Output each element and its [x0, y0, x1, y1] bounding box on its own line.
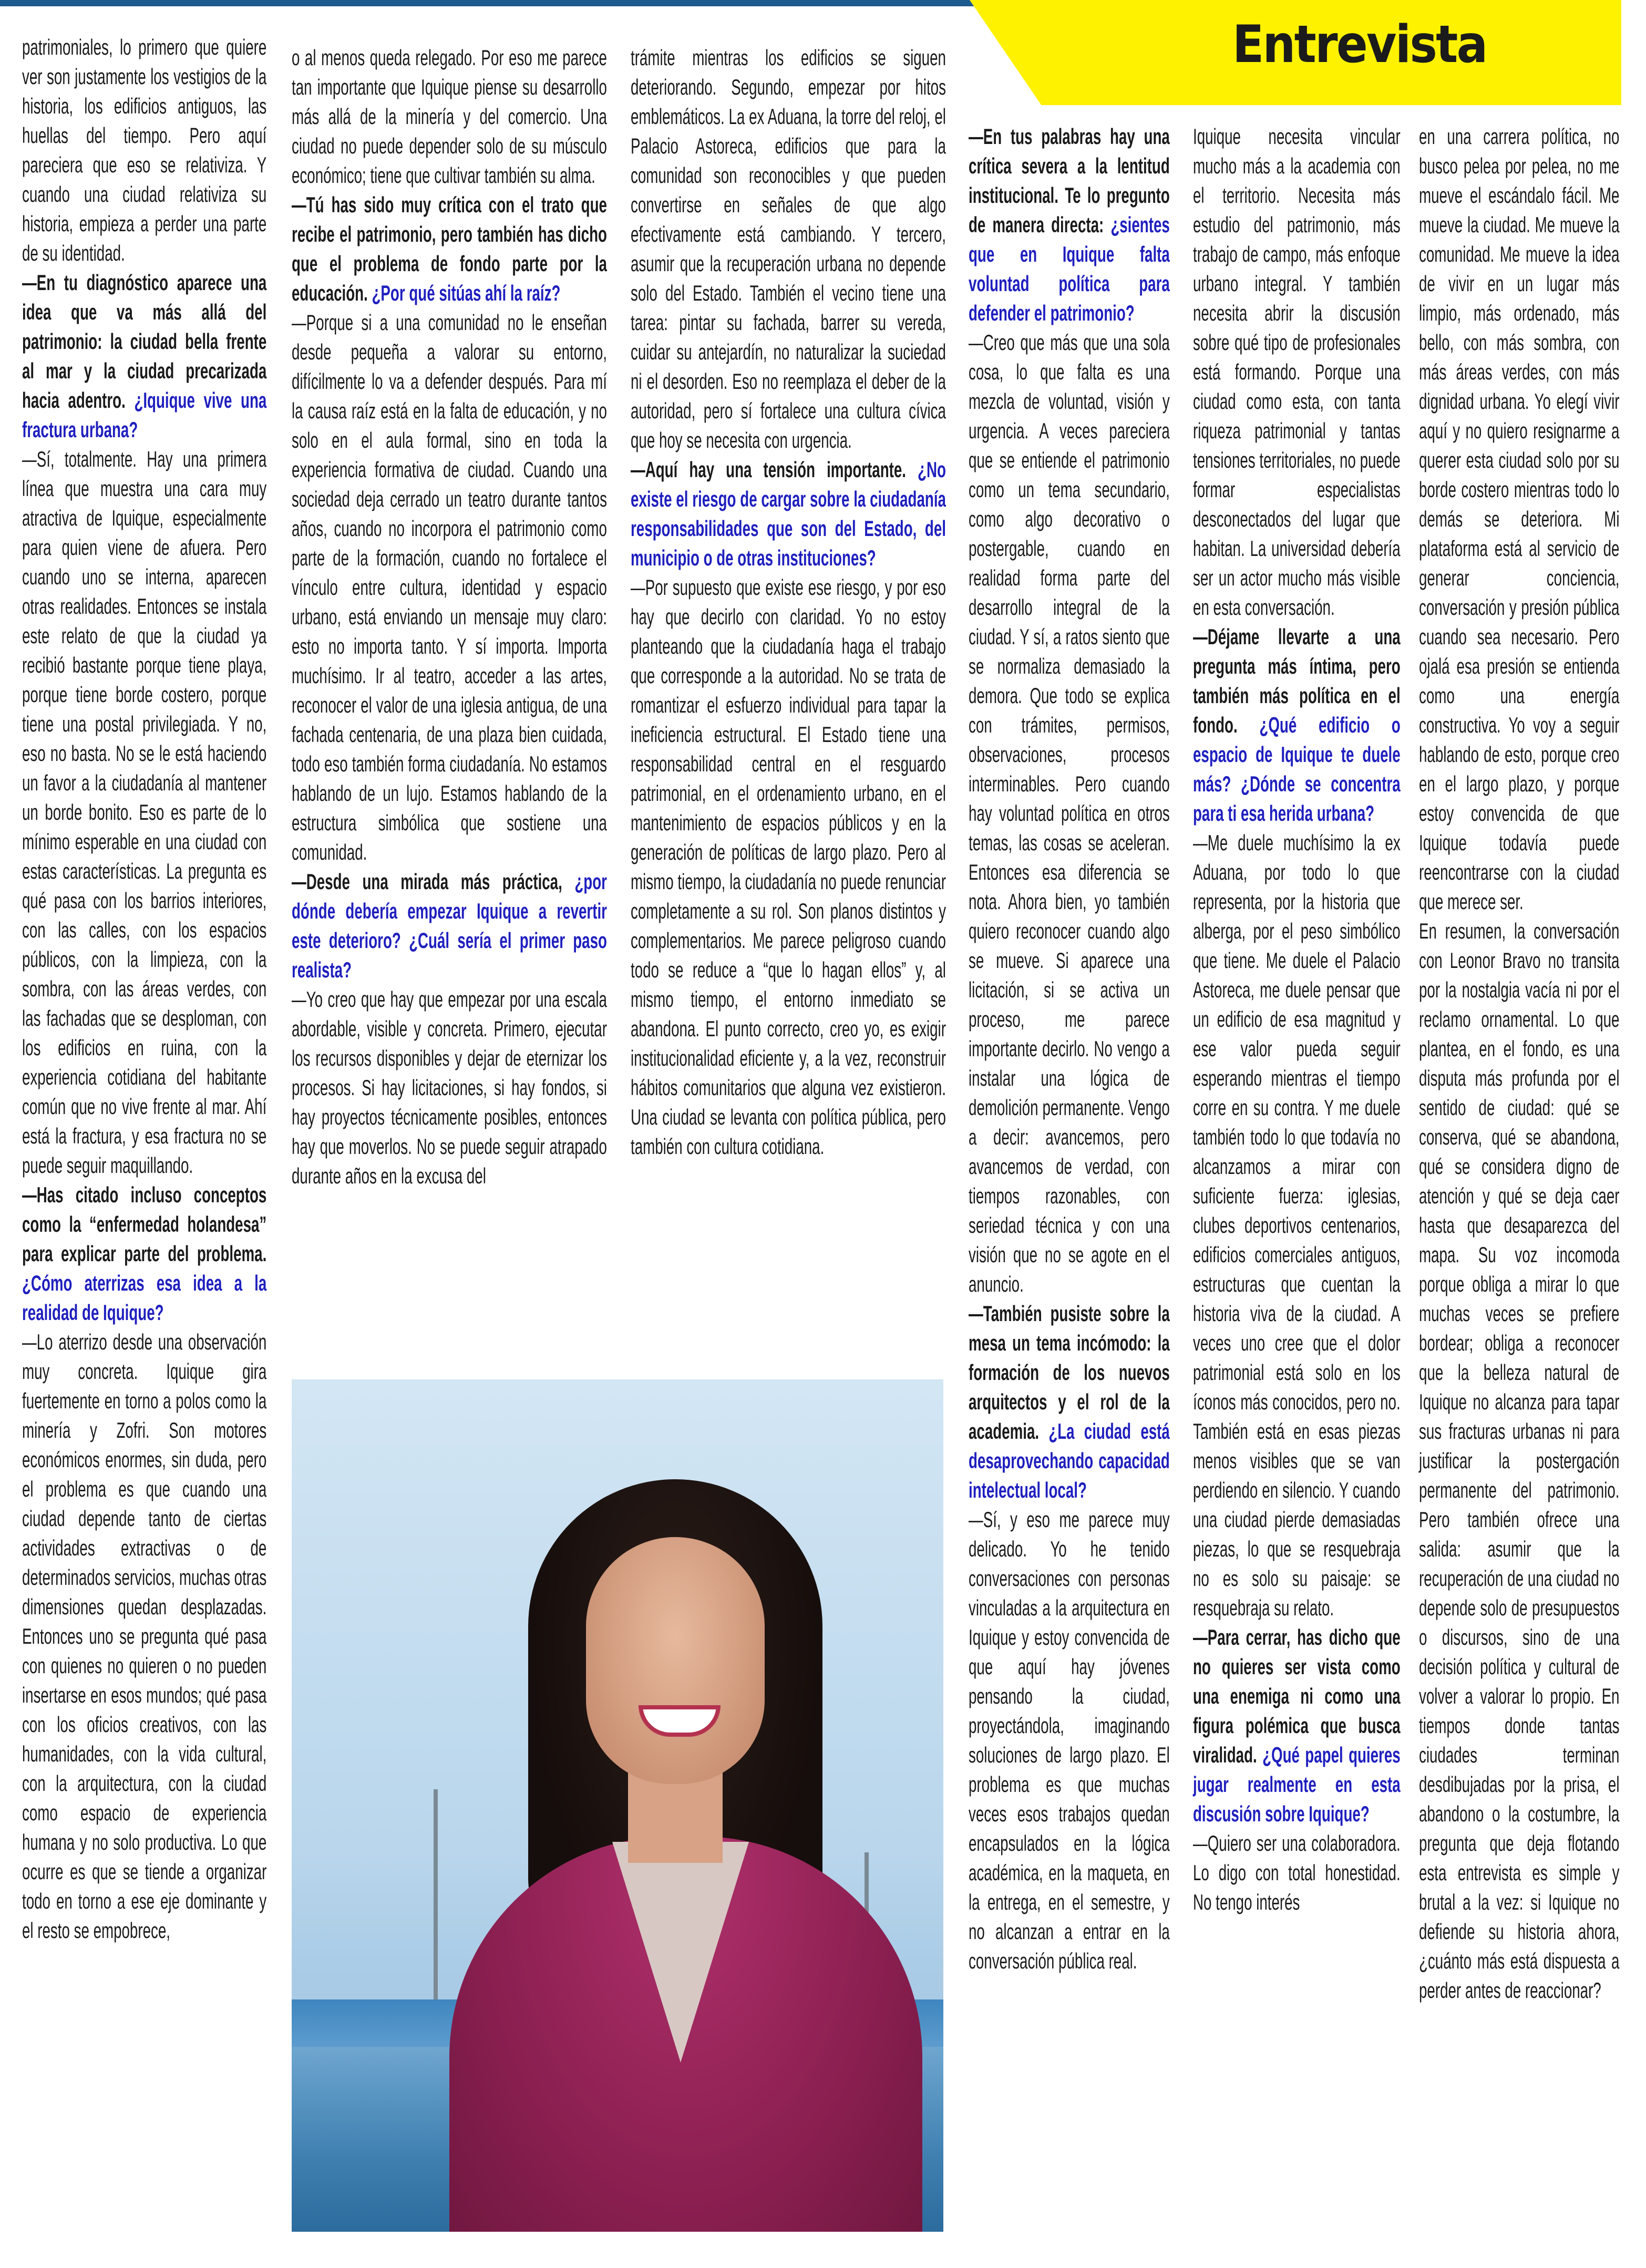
answer-paragraph: trámite mientras los edificios se siguen deteriorando. Segundo, empezar por hitos emblemáticos. La ex Aduana, la torre del reloj, el Palacio Astoreca, edificios que para la comunidad son reconocibles y que pueden convertirse en señales de que algo efectivamente está cambiando. Y tercero, asumir que la recuperación urbana no depende solo del Estado. También el vecino tiene una tarea: pintar su fachada, barrer su vereda, cuidar su antejardín, no naturalizar la suciedad ni el desorden. Eso no reemplaza el deber de la autoridad, pero sí fortalece una cultura cívica que hoy se necesita con urgencia.: [631, 45, 946, 452]
question-highlight: ¿Cómo aterrizas esa idea a la realidad de Iquique?: [22, 1271, 267, 1325]
article-column-1: [22, 33, 266, 1945]
question-paragraph: [969, 1299, 1170, 1505]
question-highlight: ¿Qué edificio o espacio de Iquique te duele más? ¿Dónde se concentra para ti esa herida urbana?: [1193, 713, 1401, 826]
interviewee-photo: [292, 1379, 943, 2232]
answer-paragraph: —Creo que más que una sola cosa, lo que falta es una mezcla de voluntad, visión y urgencia. A veces pareciera que se entiende el patrimonio como un tema secundario, como algo decorativo o postergable, cuando en realidad forma parte del desarrollo integral de la ciudad. Y sí, a ratos siento que se normaliza demasiado la demora. Que todo se explica con trámites, permisos, observaciones, procesos interminables. Pero cuando hay voluntad política en otros temas, las cosas se aceleran. Entonces esa diferencia se nota. Ahora bien, yo también quiero reconocer cuando algo se mueve. Si aparece una licitación, si se activa un proceso, me parece importante decirlo. No vengo a instalar una lógica de demolición permanente. Vengo a decir: avancemos, pero avancemos de verdad, con tiempos razonables, con seriedad técnica y con una visión que no se agote en el anuncio.: [969, 330, 1170, 1296]
question-paragraph: [292, 190, 607, 308]
top-color-bar: [0, 0, 978, 6]
closing-paragraph: En resumen, la conversación con Leonor Bravo no transita por la nostalgia vacía ni por el reclamo ornamental. Lo que plantea, en el fondo, es una disputa más profunda por el sentido de ciudad: qué se conserva, qué se abandona, qué se considera digno de atención y qué se deja caer hasta que desaparezca del mapa. Su voz incomoda porque obliga a mirar lo que muchas veces se prefiere bordear; obliga a reconocer que la belleza natural de Iquique no alcanza para tapar sus fracturas urbanas ni para justificar la postergación permanente del patrimonio. Pero también ofrece una salida: asumir que la recuperación de una ciudad no depende solo de presupuestos o discursos, sino de una decisión política y cultural de volver a valorar lo propio. En tiempos donde tantas ciudades terminan desdibujadas por la prisa, el abandono o la costumbre, la pregunta que deja flotando esta entrevista es simple y brutal a la vez: si Iquique no defiende su historia ahora, ¿cuánto más está dispuesta a perder antes de reaccionar?: [1419, 919, 1620, 2003]
question-highlight: ¿No existe el riesgo de cargar sobre la ciudadanía responsabilidades que son del Estado, del municipio o de otras instituciones?: [631, 457, 946, 570]
question-highlight: ¿Por qué sitúas ahí la raíz?: [372, 281, 561, 305]
answer-paragraph: —Por supuesto que existe ese riesgo, y por eso hay que decirlo con claridad. Yo no estoy planteando que la ciudadanía haga el trabajo que corresponde a la autoridad. No se trata de romantizar el esfuerzo individual para tapar la ineficiencia estructural. El Estado tiene una responsabilidad central en el resguardo patrimonial, en el ordenamiento urbano, en el mantenimiento de espacios públicos y en la generación de políticas de largo plazo. Pero al mismo tiempo, la ciudadanía no puede renunciar completamente a su rol. Son planos distintos y complementarios. Me parece peligroso cuando todo se reduce a “que lo hagan ellos” y, al mismo tiempo, el entorno inmediato se abandona. El punto correcto, creo yo, es exigir institucionalidad eficiente y, a la vez, reconstruir hábitos comunitarios que alguna vez existieron. Una ciudad se levanta con política pública, pero también con cultura cotidiana.: [631, 575, 946, 1159]
question-paragraph: [22, 268, 266, 445]
answer-paragraph: —Lo aterrizo desde una observación muy concreta. Iquique gira fuertemente en torno a polos como la minería y Zofri. Son motores económicos enormes, sin duda, pero el problema es que cuando una ciudad depende tanto de ciertas actividades extractivas o de determinados servicios, muchas otras dimensiones quedan desplazadas. Entonces uno se pregunta qué pasa con quienes no quieren o no pueden insertarse en esos mundos; qué pasa con los oficios creativos, con las humanidades, con la vida cultural, con la arquitectura, con la ciudad como espacio de experiencia humana y no solo productiva. Lo que ocurre es que se tiende a organizar todo en torno a ese eje dominante y el resto se empobrece,: [22, 1329, 267, 1943]
question-text: —Desde una mirada más práctica,: [292, 869, 575, 894]
question-highlight: ¿por dónde debería empezar Iquique a revertir este deterioro? ¿Cuál sería el primer paso realista?: [292, 869, 607, 982]
face: [586, 1537, 765, 1784]
question-paragraph: [631, 455, 946, 573]
answer-paragraph: en una carrera política, no busco pelea por pelea, no me mueve el escándalo fácil. Me mueve la ciudad. Me mueve la comunidad. Me mueve la idea de vivir en un lugar más limpio, más ordenado, más bello, con más sombra, con más áreas verdes, con más dignidad urbana. Yo elegí vivir aquí y no quiero resignarme a querer esta ciudad solo por su borde costero mientras todo lo demás se deteriora. Mi plataforma está al servicio de generar conciencia, conversación y presión pública cuando sea necesario. Pero ojalá esa presión se entienda como una energía constructiva. Yo voy a seguir hablando de esto, porque creo en el largo plazo, y porque estoy convencida de que Iquique todavía puede reencontrarse con la ciudad que merece ser.: [1419, 124, 1620, 914]
answer-paragraph: —Sí, totalmente. Hay una primera línea que muestra una cara muy atractiva de Iquique, especialmente para quien viene de afuera. Pero cuando uno se interna, aparecen otras realidades. Entonces se instala este relato de que la ciudad ya recibió bastante porque tiene playa, porque tiene borde costero, porque tiene una postal privilegiada. Y no, eso no basta. No se le está haciendo un favor a la ciudadanía al mantener un borde bonito. Eso es parte de lo mínimo esperable en una ciudad con estas características. La pregunta es qué pasa con los barrios interiores, con las calles, con los espacios públicos, con la limpieza, con la sombra, con las áreas verdes, con las fachadas que se desploman, con los edificios en ruina, con la experiencia cotidiana del habitante común que no vive frente al mar. Ahí está la fractura, y esa fractura no se puede seguir maquillando.: [22, 447, 267, 1178]
light-pole: [434, 1789, 438, 2010]
question-paragraph: [292, 867, 607, 985]
question-text: —En tu diagnóstico aparece una idea que va más allá del patrimonio: la ciudad bella frente al mar y la ciudad precarizada hacia adentro.: [22, 270, 267, 413]
question-text: —Tú has sido muy crítica con el trato que recibe el patrimonio, pero también has dicho que el problema de fondo parte por la educación.: [292, 192, 607, 305]
article-column-2: [292, 43, 607, 1191]
article-column-6: [1419, 122, 1620, 2005]
question-paragraph: [1193, 622, 1401, 828]
question-text: —También pusiste sobre la mesa un tema incómodo: la formación de los nuevos arquitectos y el rol de la academia.: [969, 1301, 1170, 1444]
question-highlight: ¿Qué papel quieres jugar realmente en esta discusión sobre Iquique?: [1193, 1743, 1401, 1826]
question-text: —Has citado incluso conceptos como la “enfermedad holandesa” para explicar parte del problema.: [22, 1182, 267, 1266]
question-highlight: ¿Iquique vive una fractura urbana?: [22, 388, 267, 442]
article-column-3: [631, 43, 946, 1161]
question-paragraph: [969, 122, 1170, 328]
question-text: —En tus palabras hay una crítica severa a la lentitud institucional. Te lo pregunto de manera directa:: [969, 124, 1170, 237]
question-highlight: ¿sientes que en Iquique falta voluntad política para defender el patrimonio?: [969, 212, 1170, 325]
article-column-5: [1193, 122, 1401, 1917]
answer-paragraph: o al menos queda relegado. Por eso me parece tan importante que Iquique piense su desarrollo más allá de la minería y del comercio. Una ciudad no puede depender solo de su músculo económico; tiene que cultivar también su alma.: [292, 45, 607, 188]
answer-paragraph: Iquique necesita vincular mucho más a la academia con el territorio. Necesita más estudio del patrimonio, más trabajo de campo, más enfoque urbano integral. Y también necesita abrir la discusión sobre qué tipo de profesionales está formando. Porque una ciudad como esta, con tanta riqueza patrimonial y tantas tensiones territoriales, no puede formar especialistas desconectados del lugar que habitan. La universidad debería ser un actor mucho más visible en esta conversación.: [1193, 124, 1401, 620]
article-column-4: [969, 122, 1170, 1976]
answer-paragraph: —Porque si a una comunidad no le enseñan desde pequeña a valorar su entorno, difícilmente lo va a defender después. Para mí la causa raíz está en la falta de educación, y no solo en el aula formal, sino en toda la experiencia formativa de ciudad. Cuando una sociedad deja cerrado un teatro durante tantos años, cuando no incorpora el patrimonio como parte de la formación, cuando no fortalece el vínculo entre cultura, identidad y espacio urbano, está enviando un mensaje muy claro: esto no importa tanto. Y sí importa. Importa muchísimo. Ir al teatro, acceder a las artes, reconocer el valor de una iglesia antigua, de una fachada centenaria, de una plaza bien cuidada, todo eso también forma ciudadanía. No estamos hablando de un lujo. Estamos hablando de la estructura simbólica que sostiene una comunidad.: [292, 310, 607, 864]
answer-paragraph: —Me duele muchísimo la ex Aduana, por todo lo que representa, por la historia que alberga, por el peso simbólico que tiene. Me duele el Palacio Astoreca, me duele pensar que un edificio de esa magnitud y ese valor pueda seguir esperando mientras el tiempo corre en su contra. Y me duele también todo lo que todavía no alcanzamos a mirar con suficiente fuerza: iglesias, clubes deportivos centenarios, edificios comerciales antiguos, estructuras que cuentan la historia viva de la ciudad. A veces uno cree que el dolor patrimonial está solo en los íconos más conocidos, pero no. También está en esas piezas menos visibles que se van perdiendo en silencio. Y cuando una ciudad pierde demasiadas piezas, lo que se resquebraja no es solo su paisaje: se resquebraja su relato.: [1193, 830, 1401, 1620]
answer-paragraph: —Yo creo que hay que empezar por una escala abordable, visible y concreta. Primero, ejecutar los recursos disponibles y dejar de eternizar los procesos. Si hay licitaciones, si hay fondos, si hay proyectos técnicamente posibles, entonces hay que moverlos. No se puede seguir atrapado durante años en la excusa del: [292, 987, 607, 1188]
question-text: —Aquí hay una tensión importante.: [631, 457, 918, 482]
question-text: —Para cerrar, has dicho que no quieres ser vista como una enemiga ni como una figura polémica que busca viralidad.: [1193, 1625, 1401, 1767]
question-highlight: ¿La ciudad está desaprovechando capacidad intelectual local?: [969, 1419, 1170, 1502]
answer-paragraph: —Sí, y eso me parece muy delicado. Yo he tenido conversaciones con personas vinculadas a la arquitectura en Iquique y estoy convencida de que aquí hay jóvenes pensando la ciudad, proyectándola, imaginando soluciones de largo plazo. El problema es que muchas veces esos trabajos quedan encapsulados en la lógica académica, en la maqueta, en la entrega, en el semestre, y no alcanzan a entrar en la conversación pública real.: [969, 1507, 1170, 1973]
answer-paragraph: —Quiero ser una colaboradora. Lo digo con total honestidad. No tengo interés: [1193, 1831, 1401, 1914]
question-paragraph: [1193, 1623, 1401, 1829]
section-title: Entrevista: [1232, 15, 1487, 75]
question-text: —Déjame llevarte a una pregunta más íntima, pero también más política en el fondo.: [1193, 624, 1401, 737]
answer-paragraph: patrimoniales, lo primero que quiere ver son justamente los vestigios de la historia, los edificios antiguos, las huellas del tiempo. Pero aquí pareciera que eso se relativiza. Y cuando una ciudad relativiza su historia, empieza a perder una parte de su identidad.: [22, 35, 267, 265]
question-paragraph: [22, 1180, 266, 1327]
